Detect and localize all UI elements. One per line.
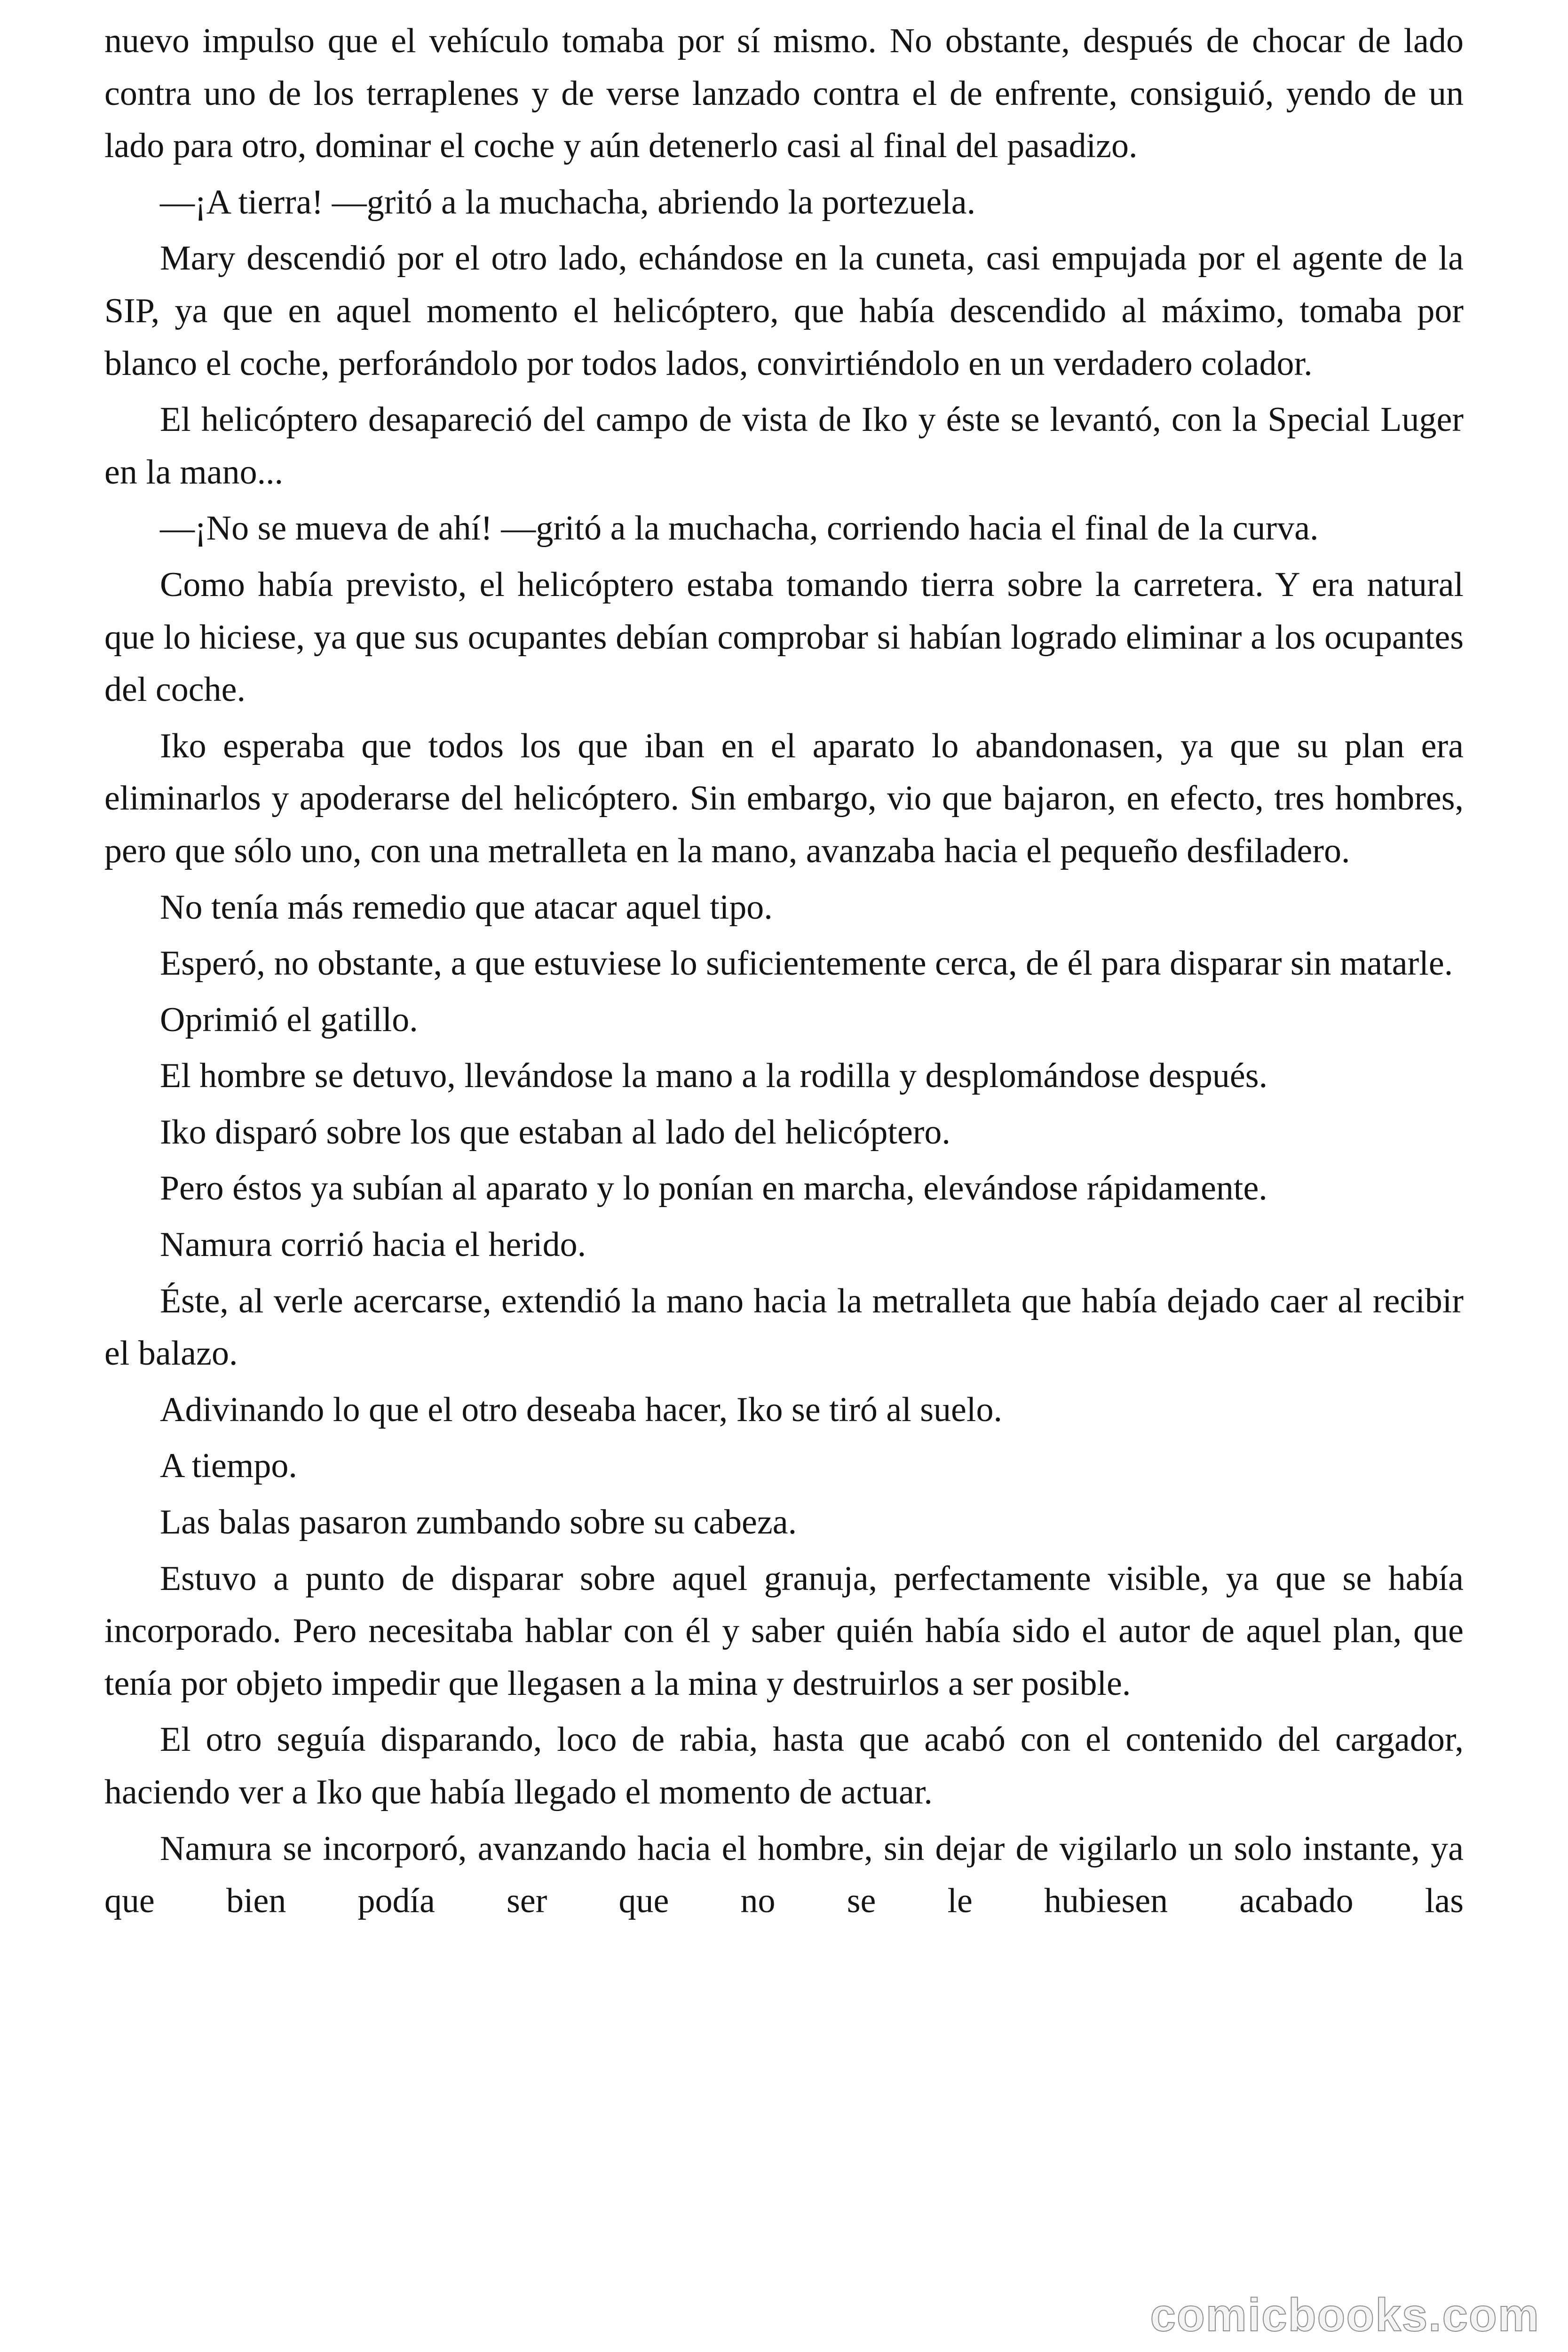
paragraph: Pero éstos ya subían al aparato y lo ponían en marcha, elevándose rápidamente. bbox=[160, 1169, 1267, 1208]
watermark-logo: comicbooks.com bbox=[1150, 2289, 1540, 2341]
paragraph: Las balas pasaron zumbando sobre su cabeza. bbox=[160, 1503, 797, 1542]
paragraph: El otro seguía disparando, loco de rabia, hasta que acabó con el contenido del cargador, haciendo ver a Iko que había llegado el momento de actuar. bbox=[104, 1720, 1464, 1812]
paragraph: —¡No se mueva de ahí! —gritó a la muchacha, corriendo hacia el final de la curva. bbox=[160, 509, 1319, 548]
paragraph: Namura corrió hacia el herido. bbox=[160, 1225, 586, 1264]
paragraph: Estuvo a punto de disparar sobre aquel granuja, perfectamente visible, ya que se había incorporado. Pero necesitaba hablar con él y saber quién había sido el autor de aquel plan, que tenía por objeto impedir que llegasen a la mina y destruirlos a ser posible. bbox=[104, 1559, 1464, 1703]
paragraph: Iko esperaba que todos los que iban en el aparato lo abandonasen, ya que su plan era eliminarlos y apoderarse del helicóptero. Sin embargo, vio que bajaron, en efecto, tres hombres, pero que sólo uno, con una metralleta en la mano, avanzaba hacia el pequeño desfiladero. bbox=[104, 726, 1464, 870]
paragraph: Namura se incorporó, avanzando hacia el hombre, sin dejar de vigilarlo un solo instante, ya que bien podía ser que no se le hubiesen acabado las bbox=[104, 1829, 1464, 1921]
paragraph: Iko disparó sobre los que estaban al lado del helicóptero. bbox=[160, 1112, 950, 1152]
paragraph: Esperó, no obstante, a que estuviese lo suficientemente cerca, de él para disparar sin matarle. bbox=[160, 944, 1453, 983]
paragraph: El helicóptero desapareció del campo de vista de Iko y éste se levantó, con la Special Luger en la mano... bbox=[104, 400, 1464, 492]
paragraph: A tiempo. bbox=[160, 1446, 297, 1486]
paragraph: nuevo impulso que el vehículo tomaba por sí mismo. No obstante, después de chocar de lado contra uno de los terraplenes y de verse lanzado contra el de enfrente, consiguió, yendo de un lado para otro, dominar el coche y aún detenerlo casi al final del pasadizo. bbox=[104, 22, 1464, 166]
paragraph: Éste, al verle acercarse, extendió la mano hacia la metralleta que había dejado caer al recibir el balazo. bbox=[104, 1281, 1464, 1373]
paragraph: Como había previsto, el helicóptero estaba tomando tierra sobre la carretera. Y era natural que lo hiciese, ya que sus ocupantes debían comprobar si habían logrado eliminar a los ocupantes del coche. bbox=[104, 565, 1464, 709]
paragraph: Mary descendió por el otro lado, echándose en la cuneta, casi empujada por el agente de la SIP, ya que en aquel momento el helicóptero, que había descendido al máximo, tomaba por blanco el coche, perforándolo por todos lados, convirtiéndolo en un verdadero colador. bbox=[104, 239, 1464, 383]
paragraph: —¡A tierra! —gritó a la muchacha, abriendo la portezuela. bbox=[160, 183, 976, 222]
body-text bbox=[104, 15, 1464, 1931]
paragraph: El hombre se detuvo, llevándose la mano a la rodilla y desplomándose después. bbox=[160, 1057, 1268, 1096]
paragraph: No tenía más remedio que atacar aquel tipo. bbox=[160, 888, 773, 927]
paragraph: Adivinando lo que el otro deseaba hacer, Iko se tiró al suelo. bbox=[160, 1390, 1002, 1429]
paragraph: Oprimió el gatillo. bbox=[160, 1000, 418, 1039]
